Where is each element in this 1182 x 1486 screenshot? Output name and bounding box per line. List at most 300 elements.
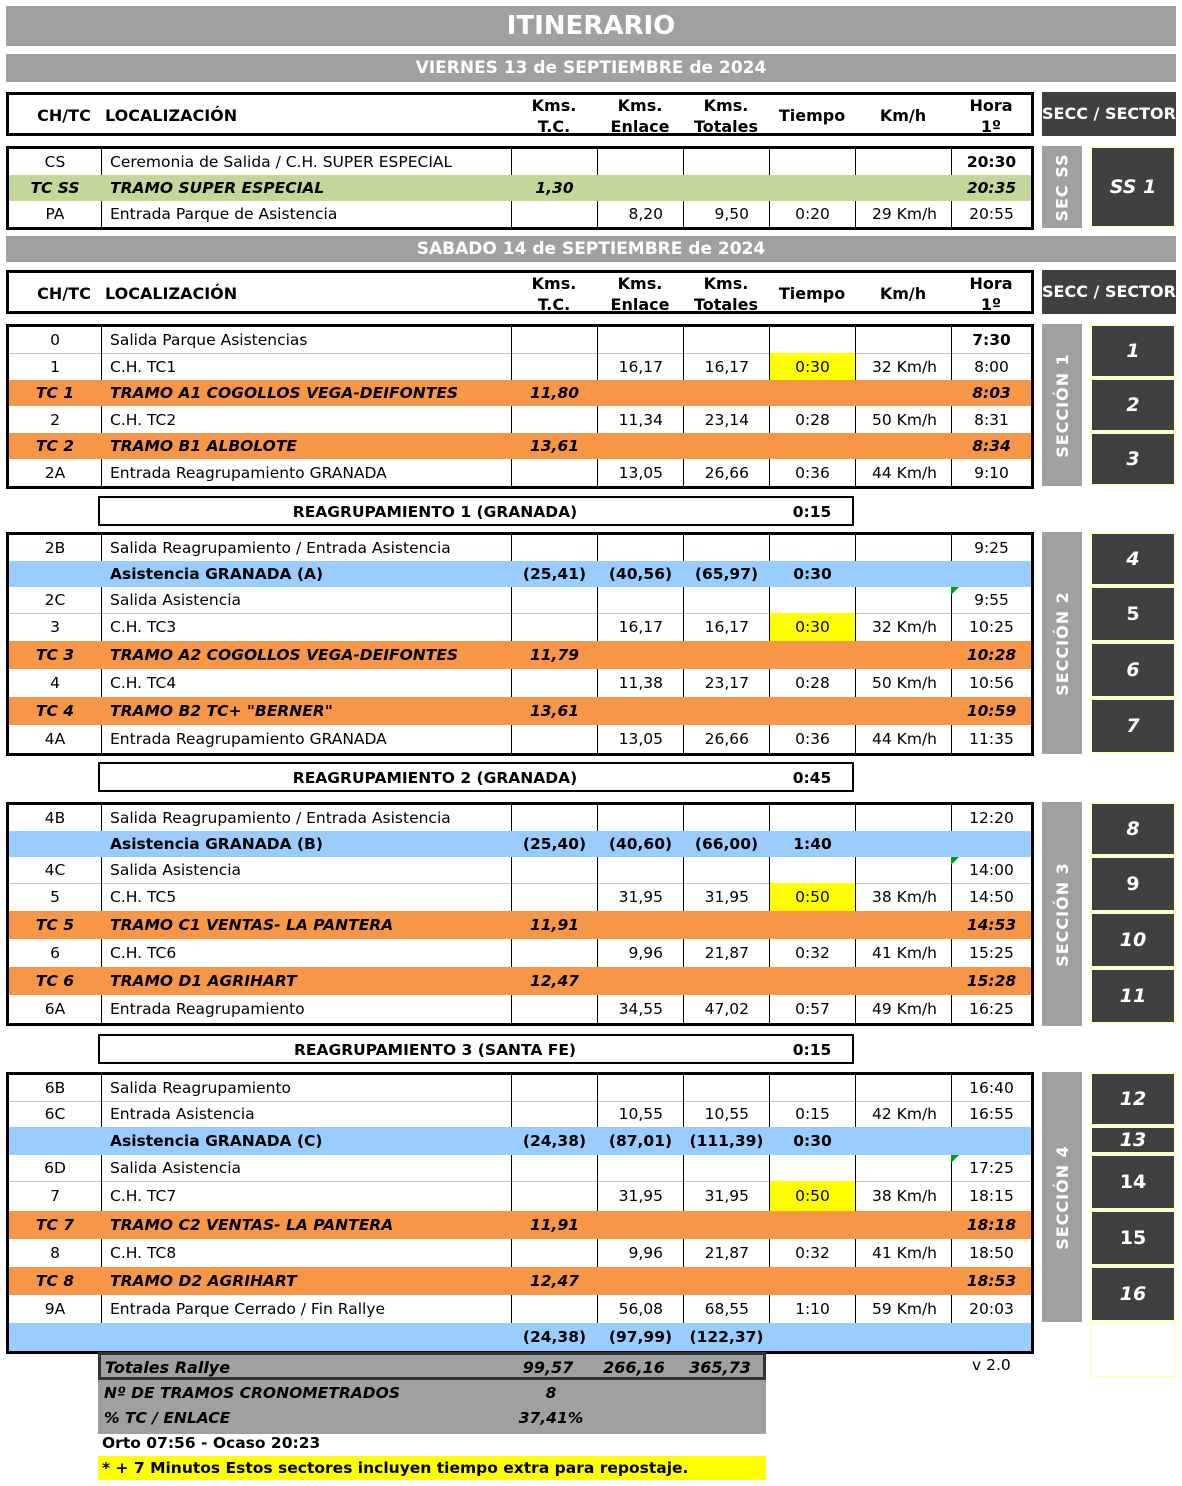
cell-kmh: 38 Km/h: [855, 883, 951, 911]
cell-loc: Asistencia GRANADA (B): [110, 835, 323, 853]
cell-tc: [511, 995, 597, 1023]
cell-ti: [769, 1075, 855, 1101]
cell-loc: Salida Asistencia: [101, 587, 511, 613]
cell-tc: [511, 1181, 597, 1211]
cell-ti: [769, 1155, 855, 1181]
stage-row: [9, 1211, 1031, 1239]
section-3-label: [1042, 802, 1082, 1026]
cell-ch: 1: [50, 357, 60, 376]
sector-box-7: 7: [1090, 698, 1176, 754]
sector-box-16: 16: [1090, 1266, 1176, 1322]
cell-hr: 15:25: [951, 939, 1031, 967]
header-kmh-line: Km/h: [879, 284, 927, 303]
cell-en: 11,38: [597, 669, 683, 697]
cell-ch: PA: [45, 205, 65, 223]
cell-ch: [9, 561, 101, 587]
cell-ti: [769, 1267, 855, 1295]
cell-tot: [683, 967, 769, 995]
header-kmh: [855, 105, 951, 126]
stage-row: [9, 911, 1031, 939]
cell-tot: (122,37): [689, 1328, 764, 1346]
cell-loc: TRAMO A2 COGOLLOS VEGA-DEIFONTES: [110, 646, 459, 664]
cell-hr: 18:50: [951, 1239, 1031, 1267]
cell-tc: 11,91: [529, 1216, 580, 1234]
cell-hr: 9:10: [951, 459, 1031, 486]
cell-en: 9,96: [597, 1239, 683, 1267]
cell-en: [597, 175, 683, 201]
header-hora: [951, 95, 1031, 137]
cell-hr: 14:53: [966, 916, 1017, 934]
cell-en: (97,99): [608, 1328, 673, 1346]
header-kms-tc-line: Kms.: [531, 274, 577, 293]
cell-kmh: 44 Km/h: [855, 459, 951, 486]
cell-kmh: [855, 433, 951, 459]
cell-hr: 20:30: [951, 149, 1031, 175]
cell-en: [597, 805, 683, 831]
cell-hr: 10:56: [951, 669, 1031, 697]
stage-row: [9, 641, 1031, 669]
cell-ch: TC 7: [35, 1216, 75, 1234]
section-1-label: [1042, 324, 1082, 486]
cell-tc: [511, 587, 597, 613]
header-ch: [29, 283, 99, 304]
cell-tc: 1,30: [535, 179, 574, 197]
cell-tc: 11,79: [529, 646, 580, 664]
header-kms-tc-line: T.C.: [537, 117, 571, 136]
cell-kmh: 41 Km/h: [855, 1239, 951, 1267]
header-tiempo-line: Tiempo: [778, 106, 846, 125]
header-tiempo: [769, 283, 855, 304]
control-row: [9, 669, 1031, 697]
cell-kmh: [855, 587, 951, 613]
cell-en: [597, 1075, 683, 1101]
cell-tc: [511, 613, 597, 641]
cell-ch: 4A: [44, 730, 66, 748]
cell-tc: [511, 1239, 597, 1267]
header-tiempo-line: Tiempo: [778, 284, 846, 303]
header-hora-line: 1º: [980, 117, 1002, 136]
cell-en: 16,17: [597, 613, 683, 641]
service-row: [9, 1127, 1031, 1155]
cell-kmh: 49 Km/h: [855, 995, 951, 1023]
regroup-time: 0:15: [792, 1041, 832, 1059]
header-kms-enlace-line: Enlace: [610, 117, 670, 136]
cell-tot: [683, 1267, 769, 1295]
cell-en: [597, 1211, 683, 1239]
cell-loc: TRAMO C2 VENTAS- LA PANTERA: [110, 1216, 394, 1234]
cell-kmh: [855, 697, 951, 725]
cell-ch: TC 4: [35, 702, 75, 720]
cell-loc: C.H. TC3: [101, 613, 511, 641]
cell-ch: 6A: [44, 1000, 66, 1018]
num-tramos-value: 8: [545, 1384, 557, 1402]
cell-kmh: 29 Km/h: [855, 201, 951, 227]
cell-tc: [511, 353, 597, 380]
header-kms-enlace: [597, 95, 683, 137]
header-ch-line: CH/TC: [37, 106, 91, 125]
cell-kmh: [855, 805, 951, 831]
header-loc: [105, 283, 305, 304]
regroup-label: REAGRUPAMIENTO 3 (SANTA FE): [293, 1041, 576, 1059]
stage-row: [9, 433, 1031, 459]
cell-tc: 13,61: [529, 702, 580, 720]
cell-ch: 2C: [44, 591, 66, 609]
cell-loc: Entrada Reagrupamiento GRANADA: [101, 725, 511, 753]
control-row: [9, 149, 1031, 175]
comment-flag-icon: [951, 587, 959, 595]
header-kms-totales-line: Kms.: [703, 96, 749, 115]
cell-hr: [951, 831, 1031, 857]
control-row: [9, 1295, 1031, 1323]
cell-hr: 18:53: [966, 1272, 1017, 1290]
comment-flag-icon: [951, 857, 959, 865]
section-label-text: SECCIÓN 2: [1052, 590, 1072, 696]
cell-ch: 5: [50, 888, 60, 906]
cell-en: [597, 967, 683, 995]
cell-tc: [511, 725, 597, 753]
cell-loc: C.H. TC6: [101, 939, 511, 967]
header-kms-totales: [683, 273, 769, 315]
cell-ti: 0:50: [769, 1181, 855, 1211]
secc-sector-header-day2: SECC / SECTOR: [1042, 270, 1176, 314]
cell-hr: 20:03: [951, 1295, 1031, 1323]
day2-date-bar: SABADO 14 de SEPTIEMBRE de 2024: [6, 236, 1176, 262]
cell-hr: 8:00: [951, 353, 1031, 380]
cell-ch: 3: [50, 618, 60, 636]
cell-tc: [511, 939, 597, 967]
header-kms-tc: [511, 95, 597, 137]
cell-tot: 16,17: [683, 353, 769, 380]
version-label: v 2.0: [972, 1356, 1011, 1374]
header-hora: [951, 273, 1031, 315]
cell-ti: [769, 911, 855, 939]
cell-en: [597, 911, 683, 939]
cell-tc: 12,47: [529, 1272, 580, 1290]
cell-ti: [769, 857, 855, 883]
cell-kmh: [855, 831, 951, 857]
cell-ti: [769, 587, 855, 613]
regroup-label: REAGRUPAMIENTO 2 (GRANADA): [292, 769, 578, 787]
header-loc-line: LOCALIZACIÓN: [105, 106, 238, 125]
cell-tc: [511, 406, 597, 433]
cell-ch: 8: [50, 1244, 60, 1262]
cell-loc: Entrada Reagrupamiento GRANADA: [101, 459, 511, 486]
header-hora-line: Hora: [969, 96, 1013, 115]
control-row: [9, 1181, 1031, 1211]
totals-row: [98, 1352, 766, 1380]
header-kms-tc: [511, 273, 597, 315]
cell-kmh: [855, 327, 951, 353]
cell-en: [597, 149, 683, 175]
cell-kmh: 50 Km/h: [855, 669, 951, 697]
cell-en: [597, 587, 683, 613]
cell-ti: [769, 149, 855, 175]
cell-hr: 14:00: [951, 857, 1031, 883]
comment-flag-icon: [951, 1155, 959, 1163]
num-tramos-label: Nº DE TRAMOS CRONOMETRADOS: [104, 1384, 400, 1402]
pct-value: 37,41%: [518, 1409, 584, 1427]
regroup-time: 0:45: [792, 769, 832, 787]
cell-tc: 11,91: [529, 916, 580, 934]
section-4-label: [1042, 1072, 1082, 1322]
cell-ti: [769, 967, 855, 995]
cell-loc: Entrada Parque Cerrado / Fin Rallye: [101, 1295, 511, 1323]
cell-en: 16,17: [597, 353, 683, 380]
regroup-3-box: [98, 1034, 854, 1064]
cell-ch: 6D: [44, 1159, 66, 1177]
cell-tot: (65,97): [694, 565, 759, 583]
cell-loc: Entrada Asistencia: [101, 1101, 511, 1127]
cell-tot: [683, 149, 769, 175]
cell-en: 13,05: [597, 459, 683, 486]
sector-box-13: 13: [1090, 1126, 1176, 1154]
header-ch-line: CH/TC: [37, 284, 91, 303]
cell-tc: [511, 857, 597, 883]
cell-en: [597, 641, 683, 669]
cell-tot: [683, 857, 769, 883]
cell-ti: [769, 1211, 855, 1239]
cell-ch: 2: [50, 410, 60, 429]
control-row: [9, 1155, 1031, 1181]
cell-tot: [683, 1075, 769, 1101]
cell-tc: [511, 669, 597, 697]
cell-kmh: [855, 1127, 951, 1155]
service-row: [9, 1323, 1031, 1351]
cell-ti: 0:30: [793, 1132, 832, 1150]
header-tiempo: [769, 105, 855, 126]
cell-ti: 0:57: [769, 995, 855, 1023]
cell-tc: [511, 459, 597, 486]
cell-ti: 0:30: [793, 565, 832, 583]
control-row: [9, 535, 1031, 561]
regroup-2-box: [98, 762, 854, 792]
cell-tc: [511, 1155, 597, 1181]
sector-box-3: 3: [1090, 432, 1176, 486]
day1-date-bar: VIERNES 13 de SEPTIEMBRE de 2024: [6, 54, 1176, 82]
cell-tot: (111,39): [689, 1132, 764, 1150]
cell-en: 10,55: [597, 1101, 683, 1127]
cell-en: (87,01): [608, 1132, 673, 1150]
cell-loc: C.H. TC8: [101, 1239, 511, 1267]
control-row: [9, 175, 1031, 201]
cell-hr: 10:28: [966, 646, 1017, 664]
cell-ti: [769, 380, 855, 406]
totals-totales: 365,73: [689, 1358, 751, 1377]
cell-ch: TC 1: [35, 384, 75, 402]
control-row: [9, 995, 1031, 1023]
cell-ti: [769, 433, 855, 459]
secc-sector-header-day1: SECC / SECTOR: [1042, 92, 1176, 136]
cell-ch: 4: [50, 674, 60, 692]
cell-ch: 4C: [44, 861, 66, 879]
cell-kmh: [855, 857, 951, 883]
cell-hr: 16:40: [951, 1075, 1031, 1101]
cell-ch: 9A: [44, 1300, 66, 1318]
stage-row: [9, 380, 1031, 406]
sector-box-2: 2: [1090, 378, 1176, 432]
cell-tc: [511, 201, 597, 227]
cell-hr: 20:35: [966, 179, 1017, 197]
cell-ti: 0:36: [769, 725, 855, 753]
cell-hr: [951, 561, 1031, 587]
cell-loc: Ceremonia de Salida / C.H. SUPER ESPECIAL: [101, 149, 511, 175]
sector-box-1: 1: [1090, 324, 1176, 378]
header-kms-enlace: [597, 273, 683, 315]
sector-box-4: 4: [1090, 532, 1176, 586]
cell-tc: [511, 883, 597, 911]
sector-box-5: 5: [1090, 586, 1176, 642]
cell-kmh: [855, 1211, 951, 1239]
sector-box-6: 6: [1090, 642, 1176, 698]
cell-ti: [769, 327, 855, 353]
cell-kmh: [855, 1323, 951, 1351]
cell-en: (40,56): [608, 565, 673, 583]
cell-en: 31,95: [597, 883, 683, 911]
cell-tot: 31,95: [683, 883, 769, 911]
cell-ch: 0: [50, 331, 60, 349]
cell-tc: 13,61: [529, 437, 580, 455]
cell-tot: 23,14: [683, 406, 769, 433]
cell-loc: Salida Reagrupamiento / Entrada Asistencia: [101, 535, 511, 561]
cell-hr: 8:03: [972, 384, 1011, 402]
control-row: [9, 353, 1031, 380]
cell-tc: (25,41): [522, 565, 587, 583]
cell-ch: 2A: [44, 463, 66, 482]
sector-box-ss1: SS 1: [1090, 146, 1176, 228]
cell-en: (40,60): [608, 835, 673, 853]
cell-tc: [511, 805, 597, 831]
header-kms-tc-line: Kms.: [531, 96, 577, 115]
section-label-text: SECCIÓN 1: [1052, 352, 1072, 458]
sector-box-10: 10: [1090, 912, 1176, 968]
cell-kmh: 41 Km/h: [855, 939, 951, 967]
cell-tc: [511, 535, 597, 561]
cell-kmh: [855, 380, 951, 406]
cell-tot: [683, 641, 769, 669]
cell-tc: [511, 1101, 597, 1127]
section-label-text: SECCIÓN 3: [1052, 861, 1072, 967]
control-row: [9, 939, 1031, 967]
cell-loc: C.H. TC5: [101, 883, 511, 911]
cell-tc: [511, 1075, 597, 1101]
cell-loc: TRAMO A1 COGOLLOS VEGA-DEIFONTES: [110, 384, 459, 402]
cell-tot: 23,17: [683, 669, 769, 697]
control-row: [9, 725, 1031, 753]
header-loc-line: LOCALIZACIÓN: [105, 284, 238, 303]
cell-kmh: [855, 535, 951, 561]
header-kms-totales-line: Totales: [693, 295, 759, 314]
column-header-day2: [6, 270, 1034, 314]
cell-tc: [511, 1295, 597, 1323]
cell-tot: 21,87: [683, 939, 769, 967]
cell-loc: TRAMO C1 VENTAS- LA PANTERA: [110, 916, 394, 934]
section-4-table: [6, 1072, 1034, 1354]
cell-hr: 10:25: [951, 613, 1031, 641]
cell-loc: TRAMO B1 ALBOLOTE: [110, 437, 298, 455]
cell-kmh: 32 Km/h: [855, 353, 951, 380]
cell-en: [597, 857, 683, 883]
cell-en: [597, 697, 683, 725]
cell-loc: C.H. TC1: [101, 353, 511, 380]
cell-ch: 7: [50, 1187, 60, 1205]
cell-loc: Entrada Parque de Asistencia: [101, 201, 511, 227]
cell-ti: 1:40: [793, 835, 832, 853]
cell-ch: 6B: [44, 1079, 66, 1097]
column-header-day1: [6, 92, 1034, 136]
cell-kmh: [855, 967, 951, 995]
cell-tot: [683, 805, 769, 831]
cell-hr: 16:25: [951, 995, 1031, 1023]
cell-ti: 0:32: [769, 939, 855, 967]
sector-box-8: 8: [1090, 802, 1176, 856]
empty-sector-cell: [1090, 1322, 1176, 1378]
cell-en: [597, 1155, 683, 1181]
header-hora-line: 1º: [980, 295, 1002, 314]
cell-hr: [951, 1323, 1031, 1351]
pct-label: % TC / ENLACE: [104, 1409, 231, 1427]
cell-kmh: [855, 641, 951, 669]
control-row: [9, 459, 1031, 486]
stage-row: [9, 1267, 1031, 1295]
cell-tc: (25,40): [522, 835, 587, 853]
cell-hr: 17:25: [951, 1155, 1031, 1181]
cell-ti: 0:15: [769, 1101, 855, 1127]
cell-hr: 9:25: [951, 535, 1031, 561]
control-row: [9, 1101, 1031, 1127]
cell-ch: TC 5: [35, 916, 75, 934]
cell-tot: (66,00): [694, 835, 759, 853]
cell-kmh: 59 Km/h: [855, 1295, 951, 1323]
cell-tot: [683, 175, 769, 201]
regroup-1-box: [98, 496, 854, 526]
cell-ch: TC 2: [35, 437, 75, 455]
cell-tot: 16,17: [683, 613, 769, 641]
day1-table: [6, 146, 1034, 230]
control-row: [9, 613, 1031, 641]
cell-tc: 11,80: [529, 384, 580, 402]
section-3-table: [6, 802, 1034, 1026]
cell-kmh: [855, 1267, 951, 1295]
cell-ti: 1:10: [769, 1295, 855, 1323]
cell-tot: 68,55: [683, 1295, 769, 1323]
cell-en: 8,20: [597, 201, 683, 227]
header-kms-enlace-line: Kms.: [617, 274, 663, 293]
cell-ch: 6: [50, 944, 60, 962]
cell-en: 11,34: [597, 406, 683, 433]
cell-kmh: 32 Km/h: [855, 613, 951, 641]
cell-hr: [951, 1127, 1031, 1155]
cell-loc: TRAMO D2 AGRIHART: [110, 1272, 297, 1290]
cell-loc: Salida Asistencia: [101, 1155, 511, 1181]
cell-hr: 7:30: [951, 327, 1031, 353]
cell-loc: Salida Reagrupamiento: [101, 1075, 511, 1101]
sector-box-15: 15: [1090, 1210, 1176, 1266]
cell-en: [597, 535, 683, 561]
sunrise-sunset: Orto 07:56 - Ocaso 20:23: [102, 1434, 321, 1452]
cell-en: 56,08: [597, 1295, 683, 1323]
cell-tot: 26,66: [683, 725, 769, 753]
cell-ti: 0:30: [769, 613, 855, 641]
cell-tc: 12,47: [529, 972, 580, 990]
cell-ch: TC 8: [35, 1272, 75, 1290]
cell-ti: [769, 697, 855, 725]
cell-tot: [683, 587, 769, 613]
cell-loc: Asistencia GRANADA (A): [110, 565, 324, 583]
cell-hr: 8:34: [972, 437, 1011, 455]
cell-tot: 10,55: [683, 1101, 769, 1127]
cell-kmh: [855, 911, 951, 939]
cell-hr: 10:59: [966, 702, 1017, 720]
